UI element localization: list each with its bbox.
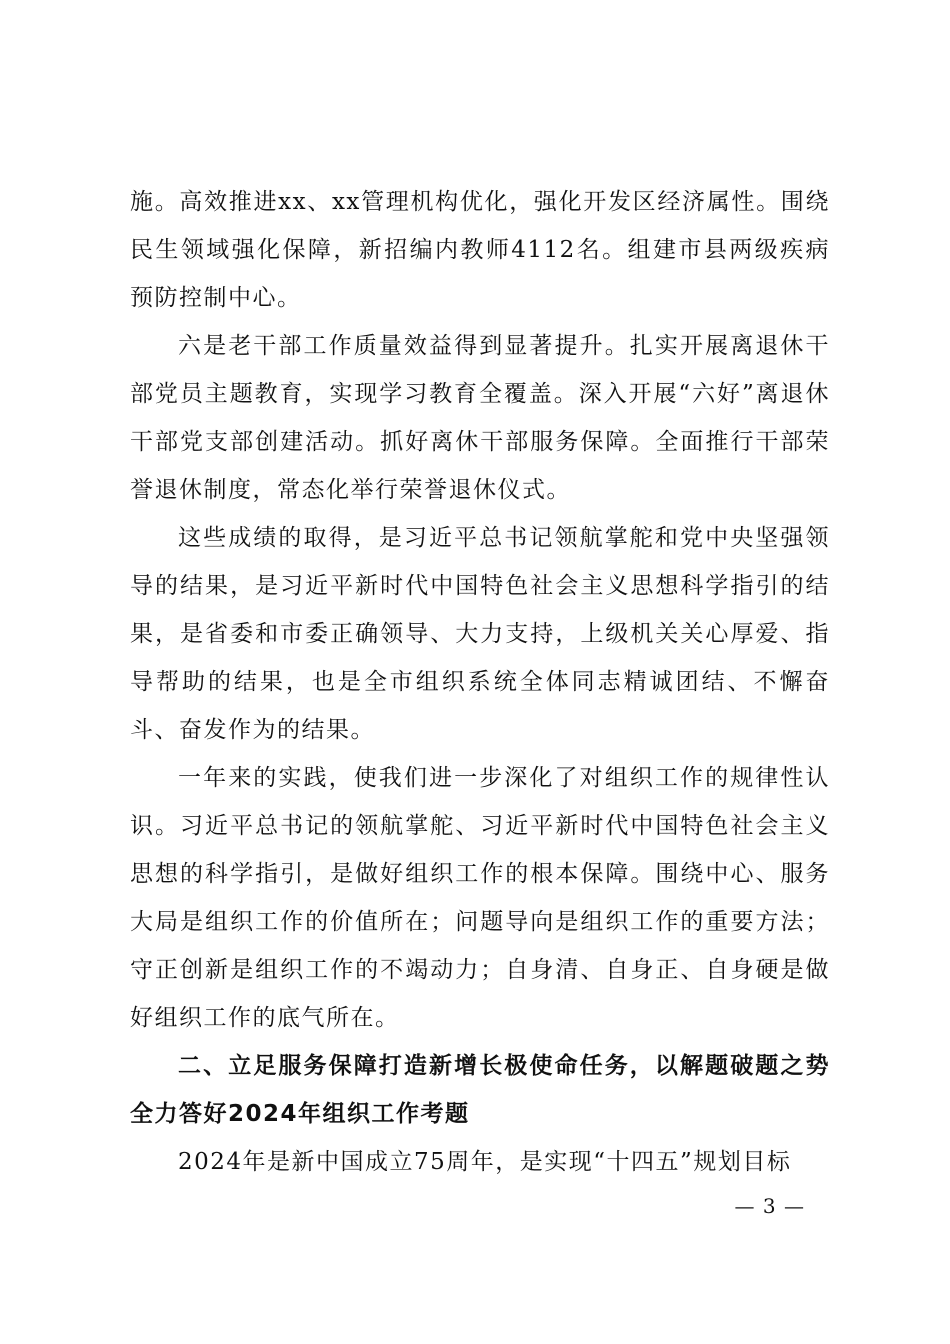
paragraph-continued: 施。高效推进xx、xx管理机构优化，强化开发区经济属性。围绕民生领域强化保障，新招编内教师4112名。组建市县两级疾病预防控制中心。 — [130, 189, 830, 311]
paragraph-veteran-cadres: 六是老干部工作质量效益得到显著提升。扎实开展离退休干部党员主题教育，实现学习教育全覆盖。深入开展“六好”离退休干部党支部创建活动。抓好离休干部服务保障。全面推行干部荣誉退休制度，常态化举行荣誉退休仪式。 — [130, 333, 830, 503]
paragraph-achievements: 这些成绩的取得，是习近平总书记领航掌舵和党中央坚强领导的结果，是习近平新时代中国特色社会主义思想科学指引的结果，是省委和市委正确领导、大力支持，上级机关关心厚爱、指导帮助的结果，也是全市组织系统全体同志精诚团结、不懈奋斗、奋发作为的结果。 — [130, 525, 830, 743]
paragraph-practice: 一年来的实践，使我们进一步深化了对组织工作的规律性认识。习近平总书记的领航掌舵、习近平新时代中国特色社会主义思想的科学指引，是做好组织工作的根本保障。围绕中心、服务大局是组织工作的价值所在；问题导向是组织工作的重要方法；守正创新是组织工作的不竭动力；自身清、自身正、自身硬是做好组织工作的底气所在。 — [130, 765, 830, 1031]
paragraph-2024: 2024年是新中国成立75周年，是实现“十四五”规划目标 — [178, 1149, 792, 1175]
section-heading: 二、立足服务保障打造新增长极使命任务，以解题破题之势全力答好2024年组织工作考题 — [130, 1053, 830, 1127]
page-number: — 3 — — [734, 1194, 805, 1218]
document-body — [130, 178, 830, 1186]
